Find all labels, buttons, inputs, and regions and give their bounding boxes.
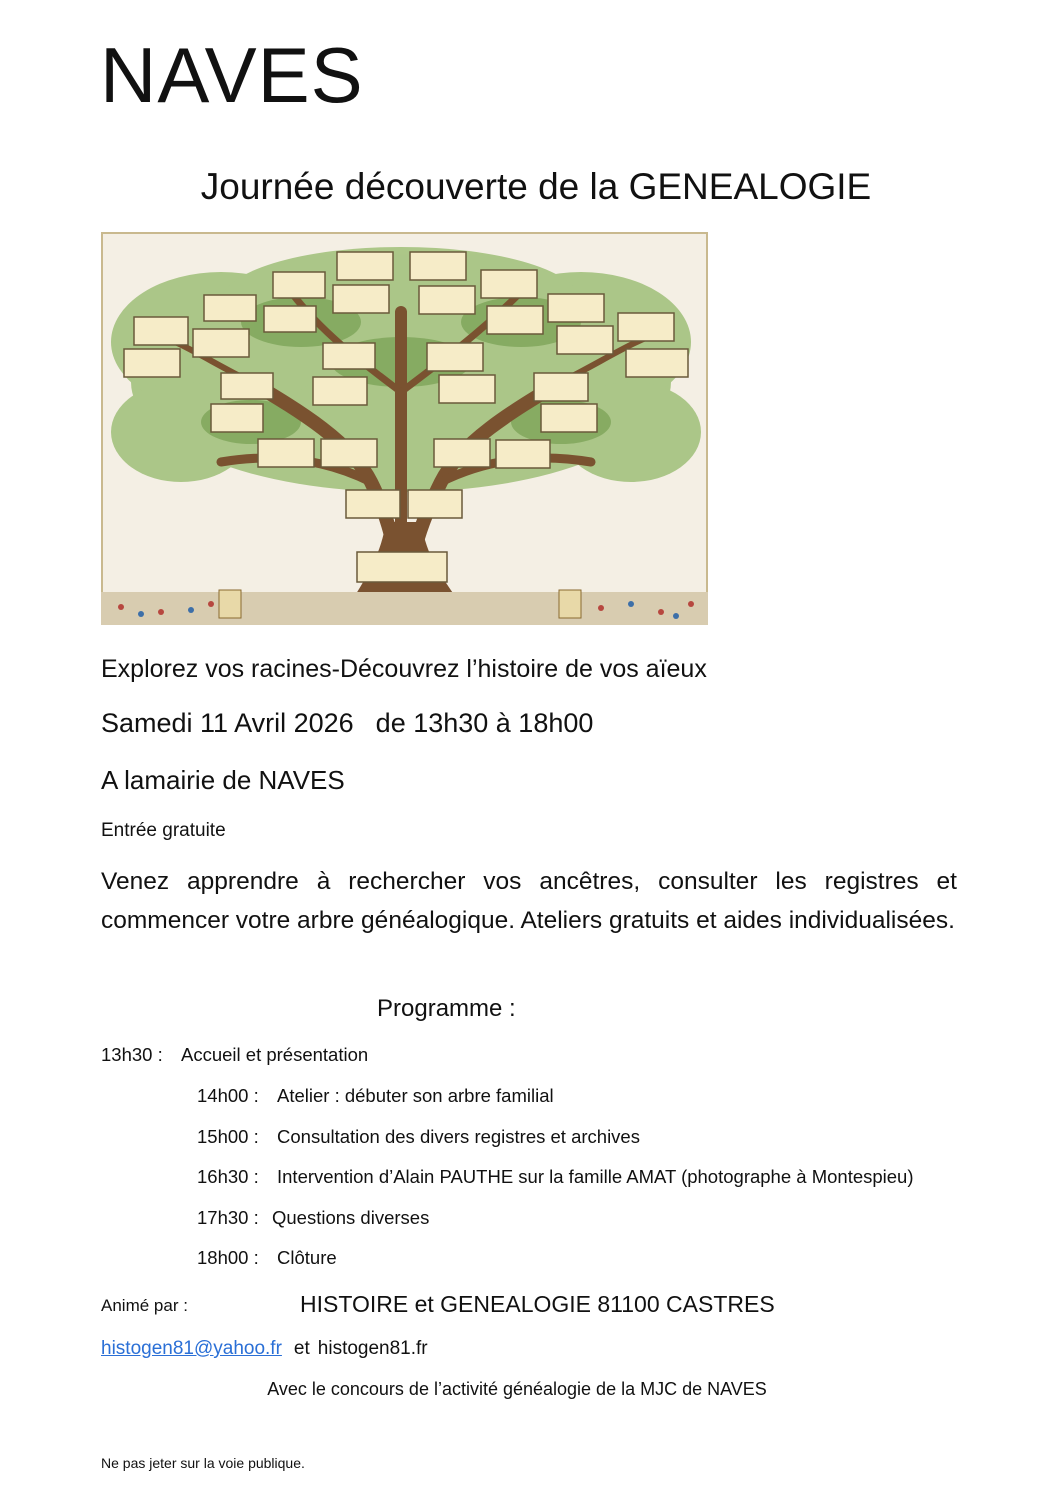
page-subtitle: Journée découverte de la GENEALOGIE <box>200 166 872 207</box>
program-item-time: 17h30 : <box>197 1207 259 1228</box>
program-item-label: Questions diverses <box>272 1207 430 1228</box>
event-time: de 13h30 à 18h00 <box>375 708 594 738</box>
event-description: Venez apprendre à rechercher vos ancêtres, consulter les registres et commencer votre arbre généalogique. Ateliers gratuits et aides individualisées. <box>101 868 957 934</box>
program-title: Programme : <box>377 995 516 1022</box>
contact-separator: et <box>293 1338 310 1359</box>
organizer-name: HISTOIRE et GENEALOGIE 81100 CASTRES <box>300 1291 775 1317</box>
event-tagline: Explorez vos racines-Découvrez l’histoire de vos aïeux <box>101 655 707 683</box>
program-item-time: 13h30 : <box>101 1044 163 1065</box>
partner-note: Avec le concours de l’activité généalogie de la MJC de NAVES <box>267 1379 767 1399</box>
program-item-label: Atelier : débuter son arbre familial <box>277 1085 554 1106</box>
event-date: Samedi 11 Avril 2026 <box>101 708 354 738</box>
program-item-label: Accueil et présentation <box>181 1044 369 1065</box>
email-link[interactable]: histogen81@yahoo.fr <box>101 1338 282 1359</box>
program-item <box>197 1166 914 1188</box>
program-item <box>197 1085 554 1107</box>
town-title: NAVES <box>100 31 364 119</box>
program-item <box>197 1247 337 1269</box>
program-item-label: Clôture <box>277 1247 337 1268</box>
program-item-time: 18h00 : <box>197 1247 259 1268</box>
event-date-line <box>101 708 593 739</box>
website-text: histogen81.fr <box>317 1338 428 1359</box>
program-item-time: 15h00 : <box>197 1126 259 1147</box>
program-item <box>197 1207 429 1229</box>
animated-by-label: Animé par : <box>101 1296 188 1315</box>
program-item-time: 14h00 : <box>197 1085 259 1106</box>
program-item-time: 16h30 : <box>197 1166 259 1187</box>
program-item-label: Intervention d’Alain PAUTHE sur la famille AMAT (photographe à Montespieu) <box>277 1166 914 1187</box>
program-item-label: Consultation des divers registres et archives <box>277 1126 640 1147</box>
disposal-note: Ne pas jeter sur la voie publique. <box>101 1455 305 1471</box>
program-item <box>197 1126 640 1148</box>
program-item <box>101 1044 368 1066</box>
contact-line <box>101 1338 428 1360</box>
entry-fee: Entrée gratuite <box>101 820 226 841</box>
event-place: A lamairie de NAVES <box>101 765 345 795</box>
family-tree-illustration <box>101 232 708 625</box>
